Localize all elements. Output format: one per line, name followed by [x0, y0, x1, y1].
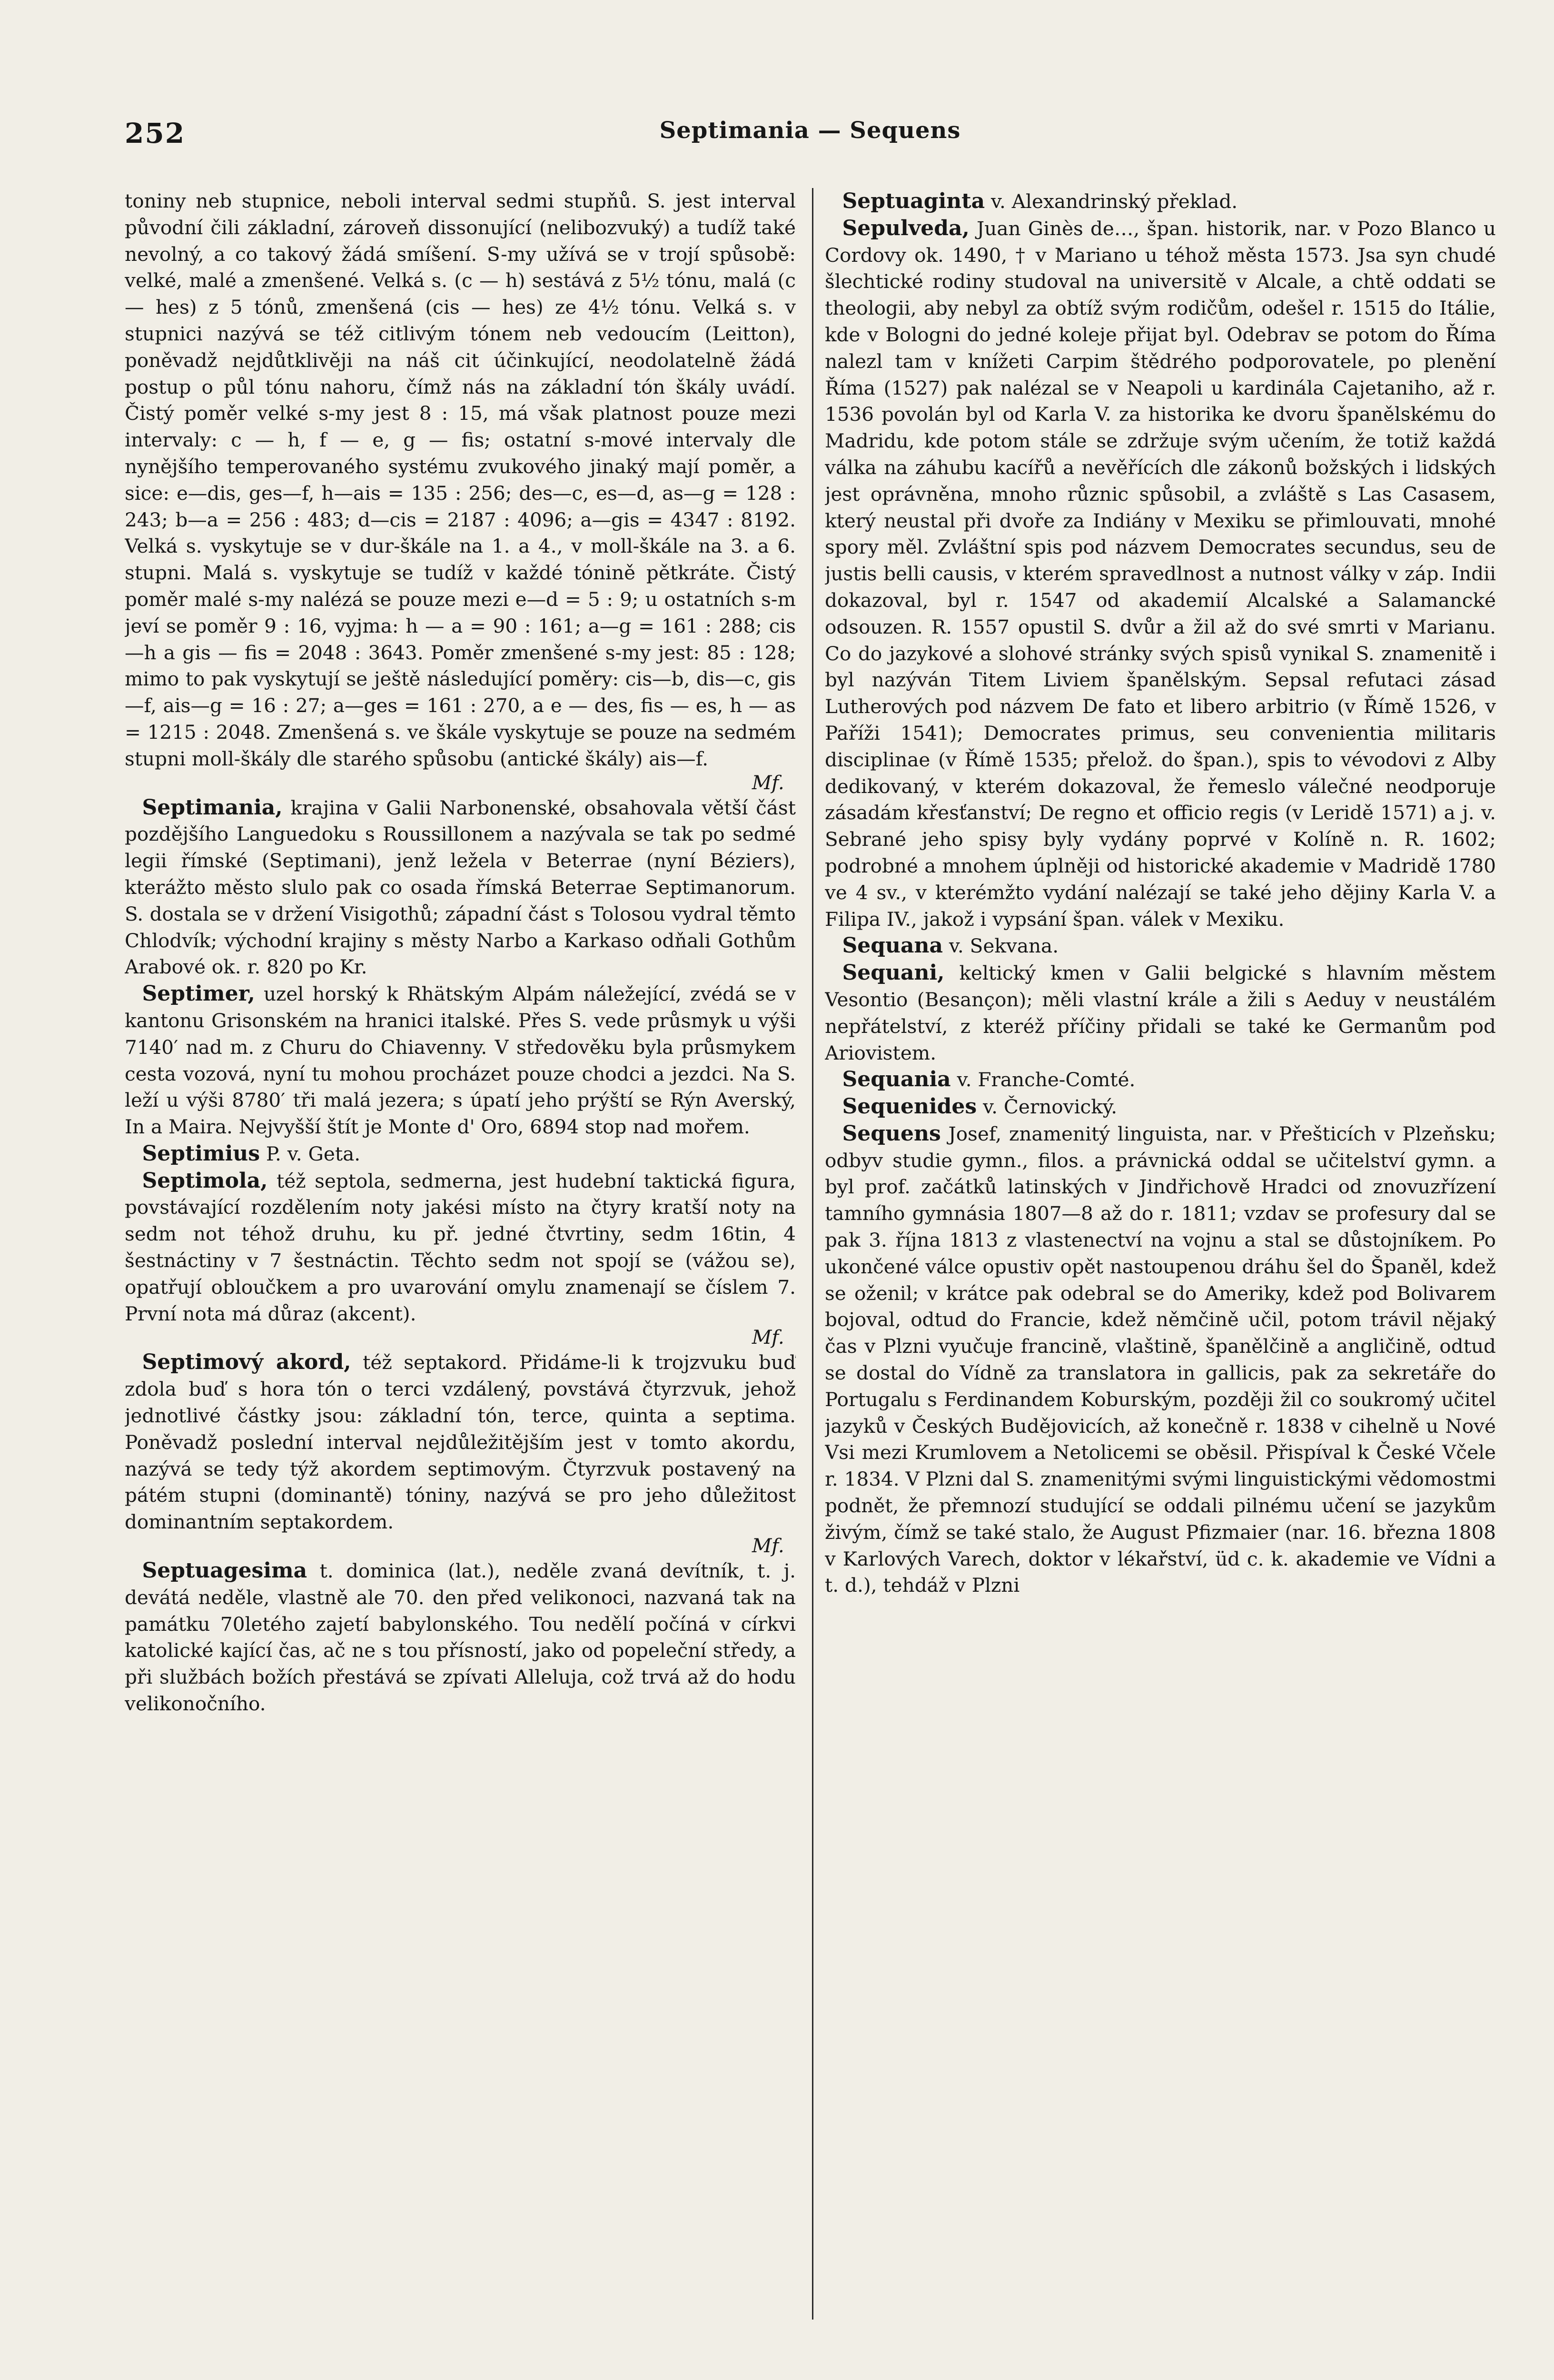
- entry-headword: Septuaginta: [842, 189, 985, 213]
- entry-text: t. dominica (lat.), neděle zvaná devítník, t. j. devátá neděle, vlastně ale 70. den před velikonoci, nazvaná tak na památku 70letého zajetí babylonského. Tou nedělí počíná v církvi katolické kající čas, ač ne s tou přísností, jako od popeleční středy, a při službách božích přestává se zpívati Alleluja, což trvá až do hodu velikonočního.: [125, 1559, 796, 1716]
- entry-headword: Sepulveda,: [842, 216, 970, 240]
- page-number: 252: [125, 117, 186, 149]
- entry-text: Josef, znamenitý linguista, nar. v Přešticích v Plzeňsku; odbyv studie gymn., filos. a právnická oddal se učitelství gymn. a byl prof. začátků latinských v Jindřichově Hradci od znovuzřízení tamního gymnásia 1807—8 až do r. 1811; vzdav se profesury dal se pak 3. října 1813 z vlastenectví na vojnu a stal se důstojníkem. Po ukončené válce opustiv opět nastoupenou dráhu šel do Španěl, kdež se oženil; v krátce pak odebral se do Ameriky, kdež pod Bolivarem bojoval, odtud do Francie, kdež němčině učil, potom trávil nějaký čas v Plzni vyučuje francině, vlaštině, španělčině a angličině, odtud se dostal do Vídně za translatora in gallicis, pak za sekretáře do Portugalu s Ferdinandem Koburským, později žil co soukromý učitel jazyků v Českých Budějovicích, až konečně r. 1838 v cihelně u Nové Vsi mezi Krumlovem a Netolicemi se oběsil. Přispíval k České Včele r. 1834. V Plzni dal S. znamenitými svými linguistickými vědomostmi podnět, že přemnozí studující se oddali pilnému učení se jazykům živým, čímž se také stalo, že August Pfizmaier (nar. 16. března 1808 v Karlových Varech, doktor v lékařství, üd c. k. akademie ve Vídni a t. d.), tehdáž v Plzni: [825, 1122, 1496, 1597]
- entry-headword: Septimola,: [142, 1168, 268, 1193]
- entry-text: v. Alexandrinský překlad.: [990, 190, 1238, 213]
- page-header: [125, 117, 1495, 160]
- right-column: [825, 188, 1496, 2320]
- entry-text: v. Franche-Comté.: [957, 1068, 1136, 1091]
- entry-headword: Septuagesima: [142, 1558, 307, 1583]
- entry-sepulveda: [825, 215, 1496, 933]
- entry-text: toniny neb stupnice, neboli interval sedmi stupňů. S. jest interval původní čili základní, zároveň dissonující (nelibozvuký) a tudíž také nevolný, a co takový žádá smíšení. S-my užívá se v trojí spůsobě: velké, malé a zmenšené. Velká s. (c — h) sestává z 5½ tónu, malá (c — hes) z 5 tónů, zmenšená (cis — hes) ze 4½ tónu. Velká s. v stupnici nazývá se též citlivým tónem neb vedoucím (Leitton), poněvadž nejdůtklivěji na náš cit účinkující, neodolatelně žádá postup o půl tónu nahoru, čímž nás na základní tón škály uvádí. Čistý poměr velké s-my jest 8 : 15, má však platnost pouze mezi intervaly: c — h, f — e, g — fis; ostatní s-mové intervaly dle nynějšího temperovaného systému zvukového jinaký mají poměr, a sice: e—dis, ges—f, h—ais = 135 : 256; des—c, es—d, as—g = 128 : 243; b—a = 256 : 483; d—cis = 2187 : 4096; a—gis = 4347 : 8192. Velká s. vyskytuje se v dur-škále na 1. a 4., v moll-škále na 3. a 6. stupni. Malá s. vyskytuje se tudíž v každé tónině pětkráte. Čistý poměr malé s-my nalézá se pouze mezi e—d = 5 : 9; u ostatních s-m jeví se poměr 9 : 16, vyjma: h — a = 90 : 161; a—g = 161 : 288; cis—h a gis — fis = 2048 : 3643. Poměr zmenšené s-my jest: 85 : 128; mimo to pak vyskytují se ještě následující poměry: cis—b, dis—c, gis—f, ais—g = 16 : 27; a—ges = 161 : 270, a e — des, fis — es, h — as = 1215 : 2048. Zmenšená s. ve škále vyskytuje se pouze na sedmém stupni moll-škály dle starého spůsobu (antické škály) ais—f.: [125, 189, 796, 770]
- entry-text: v. Černovický.: [983, 1095, 1118, 1119]
- left-column: [125, 188, 796, 2320]
- entry-sequania: [825, 1066, 1496, 1093]
- entry-text: krajina v Galii Narbonenské, obsahovala větší část pozdějšího Languedoku s Roussillonem a nazývala se tak po sedmé legii římské (Septimani), jenž ležela v Beterrae (nyní Béziers), kterážto město slulo pak co osada římská Beterrae Septimanorum. S. dostala se v držení Visigothů; západní část s Tolosou vydral těmto Chlodvík; východní krajiny s městy Narbo a Karkaso odňali Gothům Arabové ok. r. 820 po Kr.: [125, 796, 796, 979]
- entry-headword: Sequenides: [842, 1094, 977, 1119]
- entry-text: též septola, sedmerna, jest hudební taktická figura, povstávající rozdělením noty jakési místo na čtyry kratší noty na sedm not téhož druhu, ku př. jedné čtvrtiny, sedm 16tin, 4 šestnáctiny v 7 šestnáctin. Těchto sedm not spojí se (vážou se), opatřují obloučkem a pro uvarování omylu znamenají se číslem 7. První nota má důraz (akcent).: [125, 1169, 796, 1325]
- entry-sequenides: [825, 1093, 1496, 1121]
- entry-text: Juan Ginès de…, špan. historik, nar. v Pozo Blanco u Cordovy ok. 1490, † v Mariano u téhož města 1573. Jsa syn chudé šlechtické rodiny studoval na universitě v Alcale, a chtě oddati se theologii, aby nebyl za obtíž svým rodičům, odešel r. 1515 do Itálie, kde v Bologni do jedné koleje přijat byl. Odebrav se potom do Říma nalezl tam v knížeti Carpim štědrého podporovatele, po plenění Říma (1527) pak nalézal se v Neapoli u kardinála Cajetaniho, až r. 1536 povolán byl od Karla V. za historika ke dvoru španělskému do Madridu, kde potom stále se zdržuje svým učením, že totiž každá válka na záhubu kacířů a nevěřících dle zákonů božských i lidských jest oprávněna, mnoho různic spůsobil, a zvláště s Las Casasem, který neustal při dvoře za Indiány v Mexiku se přimlouvati, mnohé spory měl. Zvláštní spis pod názvem Democrates secundus, seu de justis belli causis, v kterém spravedlnost a nutnost války v záp. Indii dokazoval, byl r. 1547 od akademií Alcalské a Salamancké odsouzen. R. 1557 opustil S. dvůr a žil až do své smrti v Marianu. Co do jazykové a slohové stránky svých spisů vynikal S. znamenitě i byl nazýván Titem Liviem španělským. Sepsal refutaci zásad Lutherových pod názvem De fato et libero arbitrio (v Římě 1526, v Paříži 1541); Democrates primus, seu convenientia militaris disciplinae (v Římě 1535; přelož. do špan.), spis to vévodovi z Alby dedikovaný, v kterém dokazoval, že řemeslo válečné neodporuje zásadám křesťanství; De regno et officio regis (v Leridě 1571) a j. v. Sebrané jeho spisy byly vydány poprvé v Kolíně n. R. 1602; podrobné a mnohem úplněji od historické akademie v Madridě 1780 ve 4 sv., v kterémžto vydání nalézají se také jeho dějiny Karla V. a Filipa IV., jakož i vypsání špan. válek v Mexiku.: [825, 217, 1496, 931]
- entry-sequens: [825, 1121, 1496, 1599]
- running-title: Septimania — Sequens: [659, 117, 961, 144]
- entry-septuaginta: [825, 188, 1496, 215]
- entry-text: P. v. Geta.: [266, 1142, 361, 1165]
- entry-sequana: [825, 932, 1496, 960]
- entry-septimovy-akord: [125, 1349, 796, 1557]
- entry-text: v. Sekvana.: [949, 934, 1059, 958]
- entry-text: keltický kmen v Galii belgické s hlavním městem Vesontio (Besançon); měli vlastní krále a žili s Aeduy v neustálém nepřátelství, z kteréž příčiny přidali se také ke Germanům pod Ariovistem.: [825, 962, 1496, 1064]
- entry-headword: Septimer,: [142, 982, 255, 1006]
- entry-continuation: [125, 188, 796, 794]
- entry-text: uzel horský k Rhätským Alpám náležející, zvédá se v kantonu Grisonském na hranici italské. Přes S. vede průsmyk u výši 7140′ nad m. z Churu do Chiavenny. V středověku byla průsmykem cesta vozová, nyní tu mohou procházet pouze chodci a jezdci. Na S. leží u výši 8780′ tři malá jezera; s úpatí jeho prýští se Rýn Averský, In a Maira. Nejvyšší štít je Monte d' Oro, 6894 stop nad mořem.: [125, 982, 796, 1139]
- entry-sequani: [825, 960, 1496, 1066]
- entry-headword: Sequana: [842, 933, 943, 958]
- entry-headword: Sequania: [842, 1067, 951, 1092]
- entry-septimola: [125, 1168, 796, 1349]
- entry-septuagesima: [125, 1557, 796, 1717]
- column-divider: [812, 188, 813, 2320]
- entry-septimius: [125, 1140, 796, 1168]
- entry-text: též septakord. Přidáme-li k trojzvuku buď zdola buď s hora tón o terci vzdálený, povstává čtyrzvuk, jehož jednotlivé částky jsou: základní tón, terce, quinta a septima. Poněvadž poslední interval nejdůležitějším jest v tomto akordu, nazývá se tedy týž akordem septimovým. Čtyrzvuk postavený na pátém stupni (dominantě) tóniny, nazývá se pro jeho důležitost dominantním septakordem.: [125, 1351, 796, 1534]
- entry-author: Mf.: [752, 1534, 784, 1557]
- entry-author: Mf.: [752, 1326, 784, 1349]
- entry-author: Mf.: [752, 771, 784, 794]
- entry-headword: Sequani,: [842, 961, 945, 985]
- entry-headword: Sequens: [842, 1121, 941, 1146]
- entry-headword: Septimový akord,: [142, 1350, 351, 1375]
- entry-septimer: [125, 981, 796, 1140]
- entry-septimania: [125, 794, 796, 981]
- entry-headword: Septimania,: [142, 795, 283, 820]
- entry-headword: Septimius: [142, 1141, 260, 1166]
